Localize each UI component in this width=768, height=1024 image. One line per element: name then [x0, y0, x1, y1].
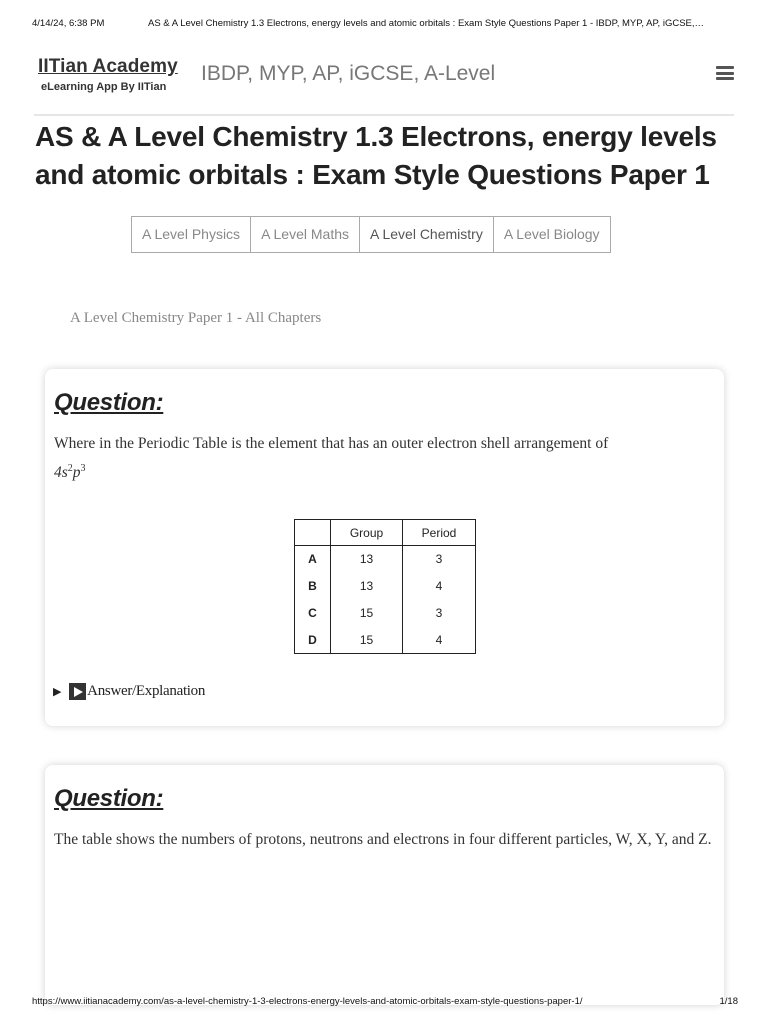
all-chapters-link[interactable]: A Level Chemistry Paper 1 - All Chapters	[70, 310, 322, 326]
option-group: 15	[331, 600, 403, 627]
page-title: AS & A Level Chemistry 1.3 Electrons, energy levels and atomic orbitals : Exam Style Questions Paper 1	[35, 121, 717, 190]
option-letter: D	[295, 627, 331, 654]
option-letter: C	[295, 600, 331, 627]
option-letter: B	[295, 573, 331, 600]
answer-explanation-label: Answer/Explanation	[87, 683, 206, 699]
answer-explanation-toggle[interactable]	[53, 683, 205, 700]
disclosure-triangle-icon: ▶	[53, 686, 62, 698]
print-header	[32, 18, 738, 32]
option-group: 13	[331, 546, 403, 573]
print-page-number: 1/18	[719, 996, 738, 1007]
question-card	[45, 369, 724, 726]
question-text: The table shows the numbers of protons, neutrons and electrons in four different particles, W, X, Y, and Z.	[54, 831, 712, 848]
table-header-period: Period	[403, 520, 476, 546]
header-divider	[34, 114, 734, 116]
option-period: 4	[403, 627, 476, 654]
subject-tabs	[131, 216, 611, 253]
brand-subtitle: eLearning App By IITian	[41, 81, 167, 93]
table-row	[295, 546, 476, 573]
print-doc-title: AS & A Level Chemistry 1.3 Electrons, energy levels and atomic orbitals : Exam Style Questions Paper 1 - IBDP, MYP, AP, iGCSE,…	[148, 18, 705, 29]
tab-a-level-chemistry[interactable]: A Level Chemistry	[360, 217, 494, 252]
table-row	[295, 627, 476, 654]
option-period: 3	[403, 546, 476, 573]
option-group: 15	[331, 627, 403, 654]
electron-configuration-formula: $4s^2p^3$	[54, 463, 86, 482]
answer-options-table	[294, 519, 476, 654]
tab-a-level-maths[interactable]: A Level Maths	[251, 217, 360, 252]
question-text-body: Where in the Periodic Table is the element that has an outer electron shell arrangement of	[54, 435, 609, 452]
brand-logo[interactable]	[38, 56, 178, 93]
table-header-blank	[295, 520, 331, 546]
site-tagline: IBDP, MYP, AP, iGCSE, A-Level	[201, 62, 496, 85]
option-period: 4	[403, 573, 476, 600]
table-row	[295, 600, 476, 627]
print-datetime: 4/14/24, 6:38 PM	[32, 18, 105, 29]
tab-a-level-physics[interactable]: A Level Physics	[132, 217, 251, 252]
question-heading: Question:	[54, 785, 164, 812]
print-url: https://www.iitianacademy.com/as-a-level-chemistry-1-3-electrons-energy-levels-and-atomic-orbitals-exam-style-questions-paper-1/	[32, 996, 583, 1007]
table-header-group: Group	[331, 520, 403, 546]
option-group: 13	[331, 573, 403, 600]
site-header	[34, 56, 734, 116]
question-heading: Question:	[54, 389, 164, 416]
option-period: 3	[403, 600, 476, 627]
play-icon	[69, 683, 86, 700]
question-card	[45, 765, 724, 1005]
hamburger-menu-icon[interactable]	[716, 66, 734, 80]
question-text	[54, 431, 714, 485]
print-footer	[32, 996, 738, 1010]
tab-a-level-biology[interactable]: A Level Biology	[503, 226, 600, 242]
brand-name[interactable]: IITian Academy	[38, 56, 178, 77]
option-letter: A	[295, 546, 331, 573]
table-row	[295, 573, 476, 600]
